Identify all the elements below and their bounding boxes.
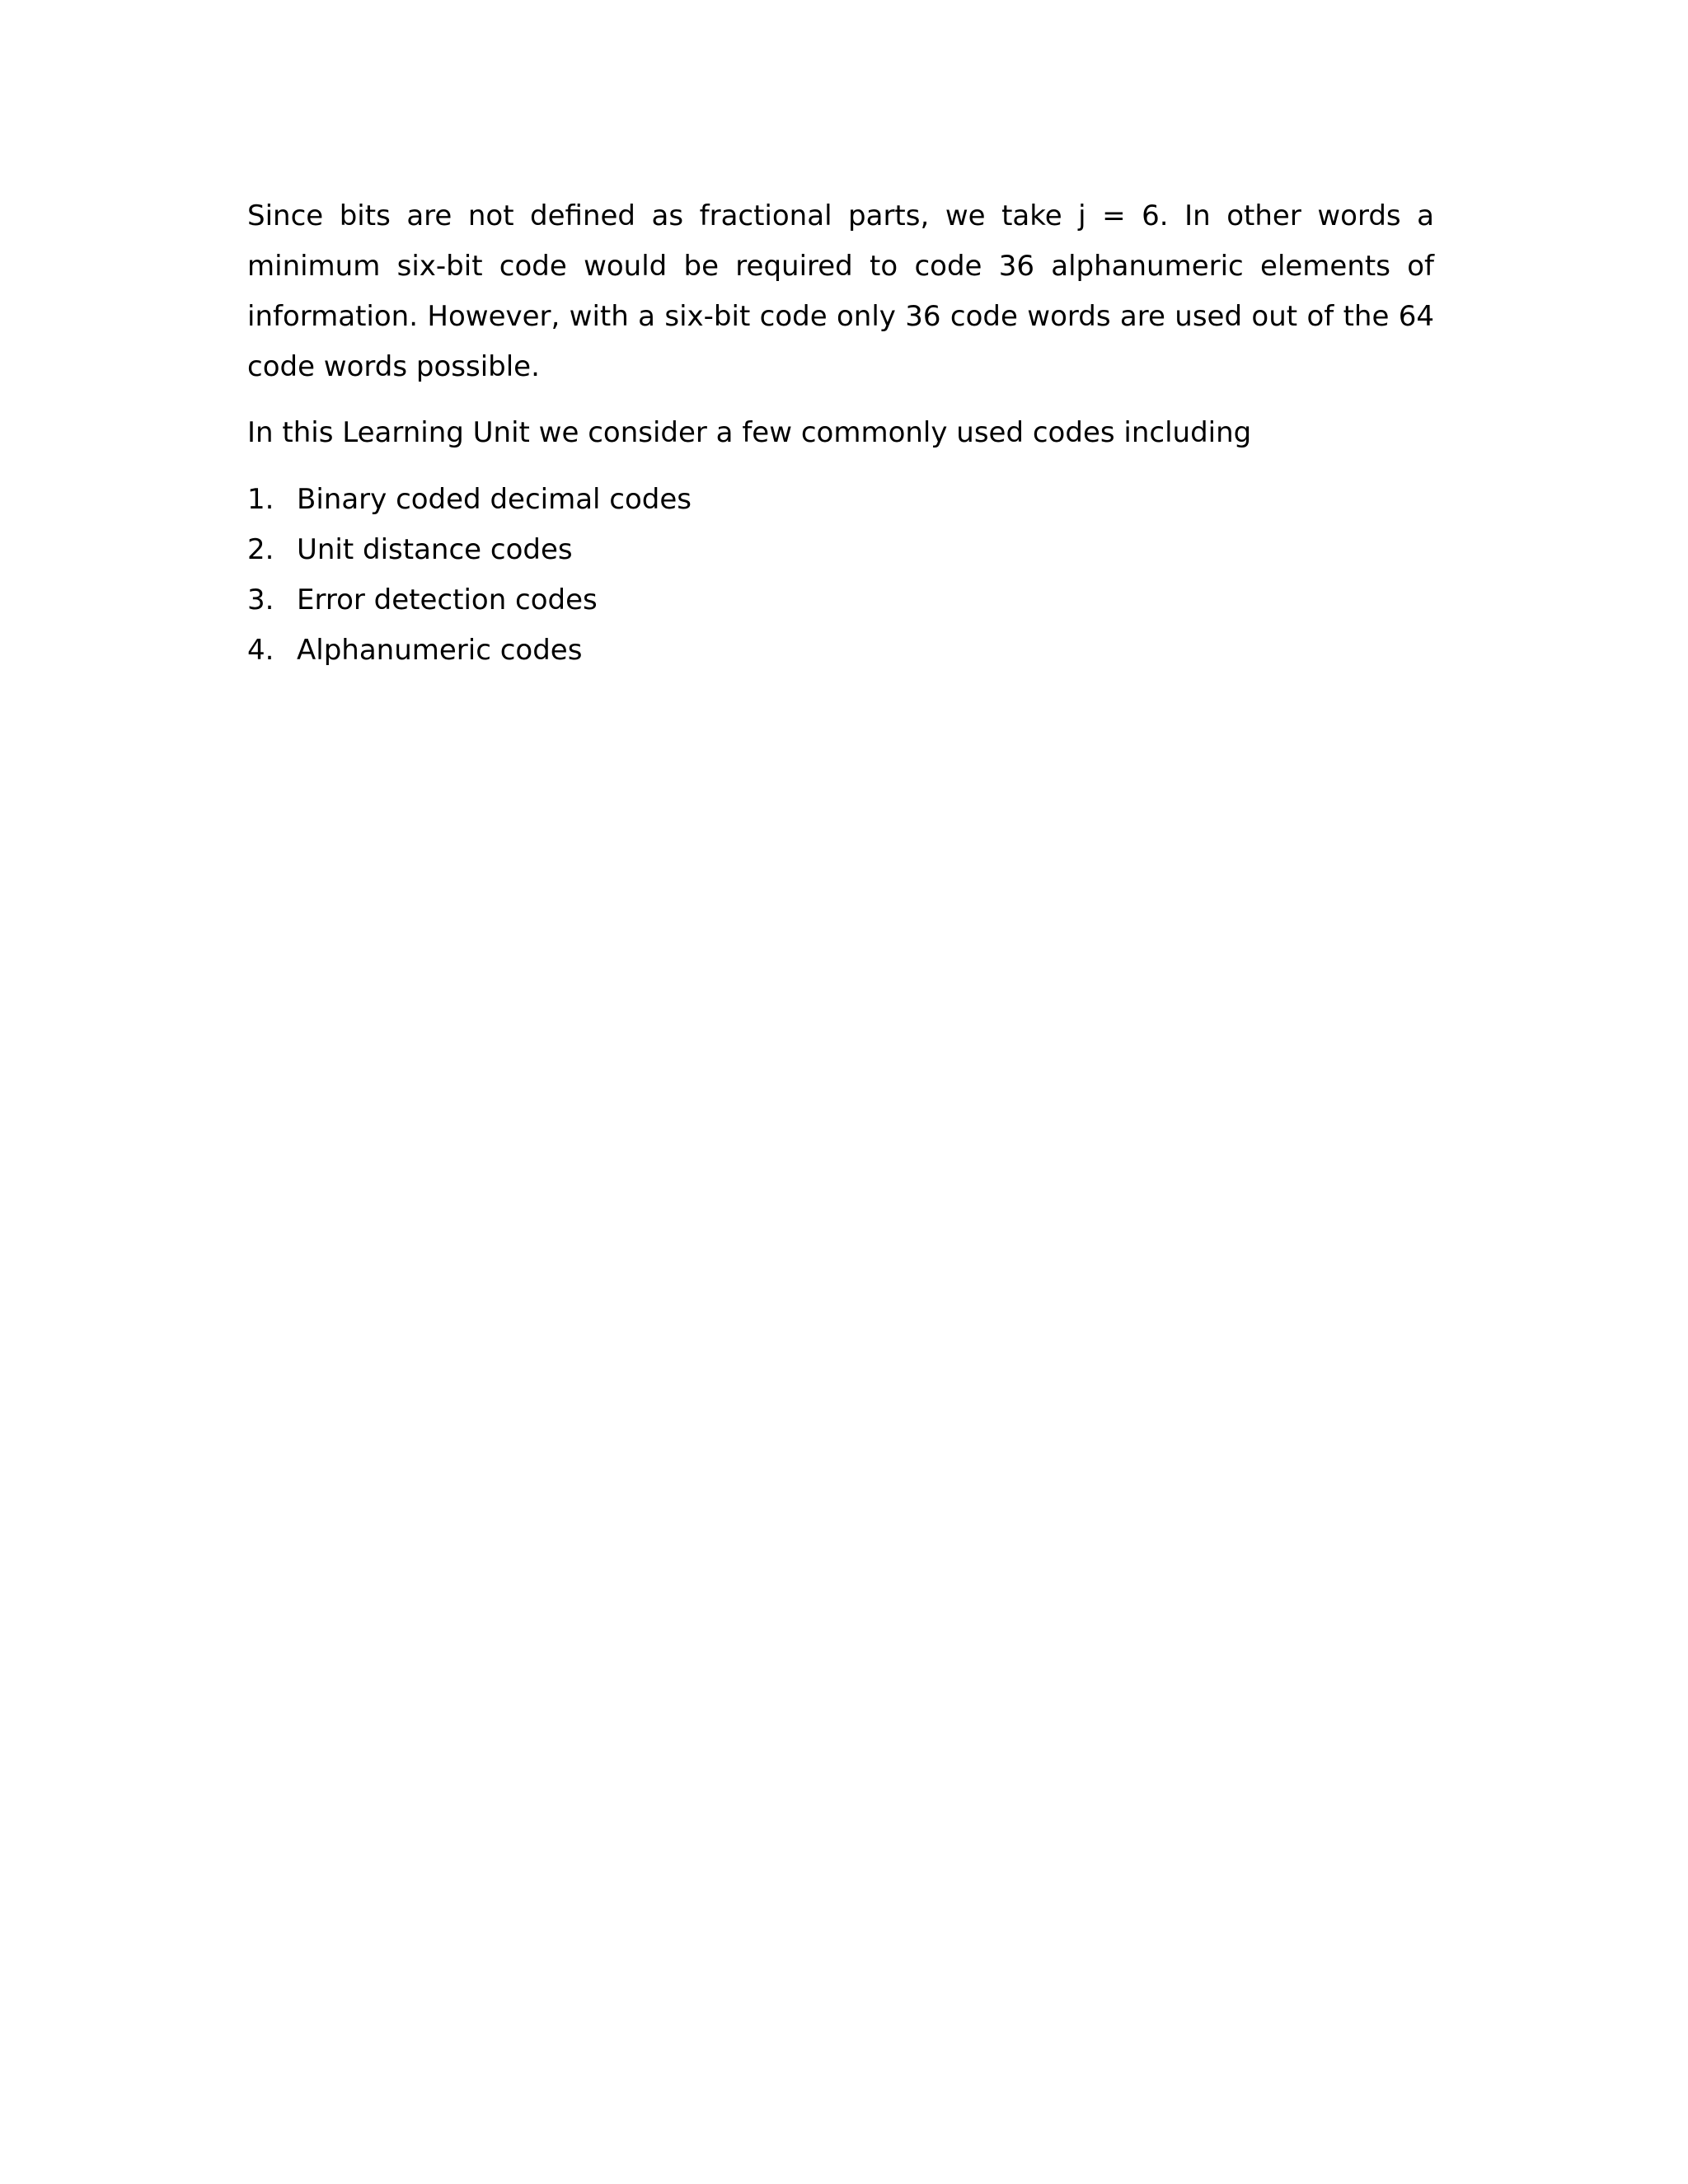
- document-page: [247, 191, 1434, 676]
- list-item: [247, 575, 1434, 626]
- list-item-text: Unit distance codes: [297, 533, 573, 566]
- list-item: [247, 475, 1434, 525]
- list-item-text: Error detection codes: [297, 583, 598, 616]
- list-item-number: 4.: [247, 634, 274, 667]
- paragraph-bits-code: Since bits are not defined as fractional parts, we take j = 6. In other words a minimum six-bit code would be required to code 36 alphanumeric elements of information. However, with a six-bit code only 36 code words are used out of the 64 code words possible.: [247, 199, 1434, 383]
- list-item-number: 2.: [247, 533, 274, 566]
- list-item-text: Alphanumeric codes: [297, 634, 583, 667]
- list-item-number: 1.: [247, 483, 274, 516]
- list-item: [247, 525, 1434, 575]
- list-item: [247, 626, 1434, 676]
- list-item-number: 3.: [247, 583, 274, 616]
- codes-list: [247, 475, 1434, 676]
- list-item-text: Binary coded decimal codes: [297, 483, 692, 516]
- paragraph-learning-unit-intro: In this Learning Unit we consider a few commonly used codes including: [247, 416, 1252, 449]
